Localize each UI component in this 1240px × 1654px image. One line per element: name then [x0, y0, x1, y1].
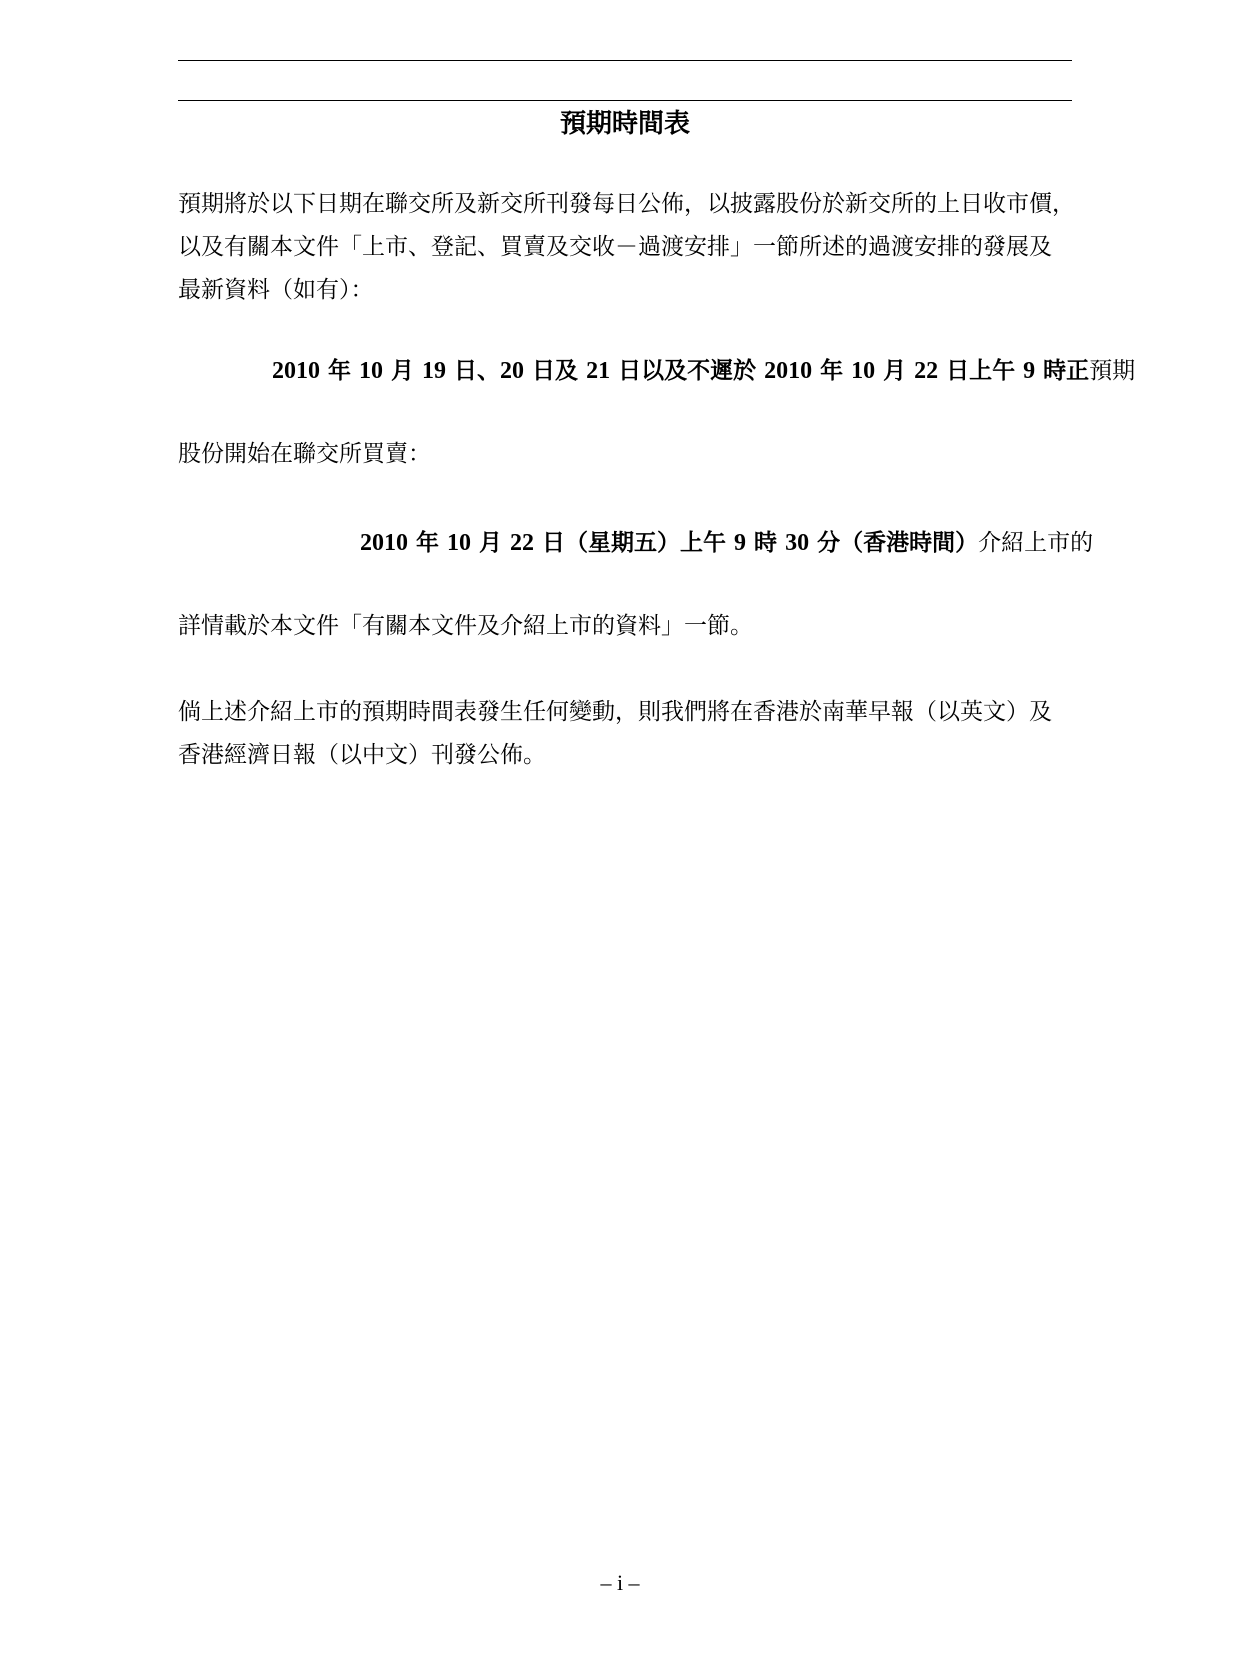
date-number: 2010 — [764, 358, 813, 384]
date-text: 預期 — [1089, 358, 1136, 384]
date-number: 2010 — [272, 358, 320, 384]
date-number: 19 — [422, 358, 447, 384]
date-text: 年 — [320, 358, 360, 384]
page-title: 預期時間表 — [559, 109, 690, 139]
change-notice-line-2: 香港經濟日報（以中文）刊發公佈。 — [178, 742, 546, 768]
intro-line-1: 預期將於以下日期在聯交所及新交所刊發每日公佈，以披露股份於新交所的上日收市價， — [178, 191, 1075, 217]
trading-start-text: 股份開始在聯交所買賣： — [178, 441, 431, 467]
trading-start-paragraph — [178, 433, 1078, 476]
date-text: 月 — [471, 530, 511, 556]
date-text: 年 — [408, 530, 448, 556]
date-number: 30 — [785, 530, 810, 556]
date-number: 9 — [734, 530, 747, 556]
intro-line-3: 最新資料（如有）： — [178, 277, 374, 303]
date-number: 9 — [1023, 358, 1036, 384]
details-text: 詳情載於本文件「有關本文件及介紹上市的資料」一節。 — [178, 613, 753, 639]
date-text: 介紹上市的 — [978, 530, 1094, 556]
header-bottom-rule — [178, 100, 1072, 101]
date-number: 22 — [510, 530, 535, 556]
date-number: 10 — [851, 358, 876, 384]
date-text: 日及 — [524, 358, 587, 384]
details-paragraph — [178, 605, 1078, 648]
intro-line-2: 以及有關本文件「上市、登記、買賣及交收－過渡安排」一節所述的過渡安排的發展及 — [178, 234, 1052, 260]
date-number: 10 — [359, 358, 384, 384]
date-text: 日上午 — [938, 358, 1024, 384]
date-text: 日（星期五）上午 — [534, 530, 735, 556]
date-text: 時正 — [1035, 358, 1090, 384]
date-text: 日、 — [446, 358, 501, 384]
date-text: 分（香港時間） — [809, 530, 979, 556]
date-number: 20 — [500, 358, 525, 384]
header-top-rule — [178, 60, 1072, 61]
trading-start-date-line — [360, 525, 1093, 561]
date-text: 月 — [383, 358, 423, 384]
date-text: 月 — [875, 358, 915, 384]
page-number: – i – — [600, 1570, 640, 1595]
date-text: 年 — [812, 358, 852, 384]
change-notice-paragraph — [178, 691, 1078, 777]
date-number: 22 — [914, 358, 939, 384]
date-number: 2010 — [360, 530, 408, 556]
date-text: 時 — [746, 530, 786, 556]
date-number: 10 — [447, 530, 472, 556]
change-notice-line-1: 倘上述介紹上市的預期時間表發生任何變動，則我們將在香港於南華早報（以英文）及 — [178, 699, 1052, 725]
intro-paragraph — [178, 183, 1078, 312]
announcement-dates-line — [272, 353, 1135, 389]
date-text: 日以及不遲於 — [610, 358, 765, 384]
date-number: 21 — [586, 358, 611, 384]
